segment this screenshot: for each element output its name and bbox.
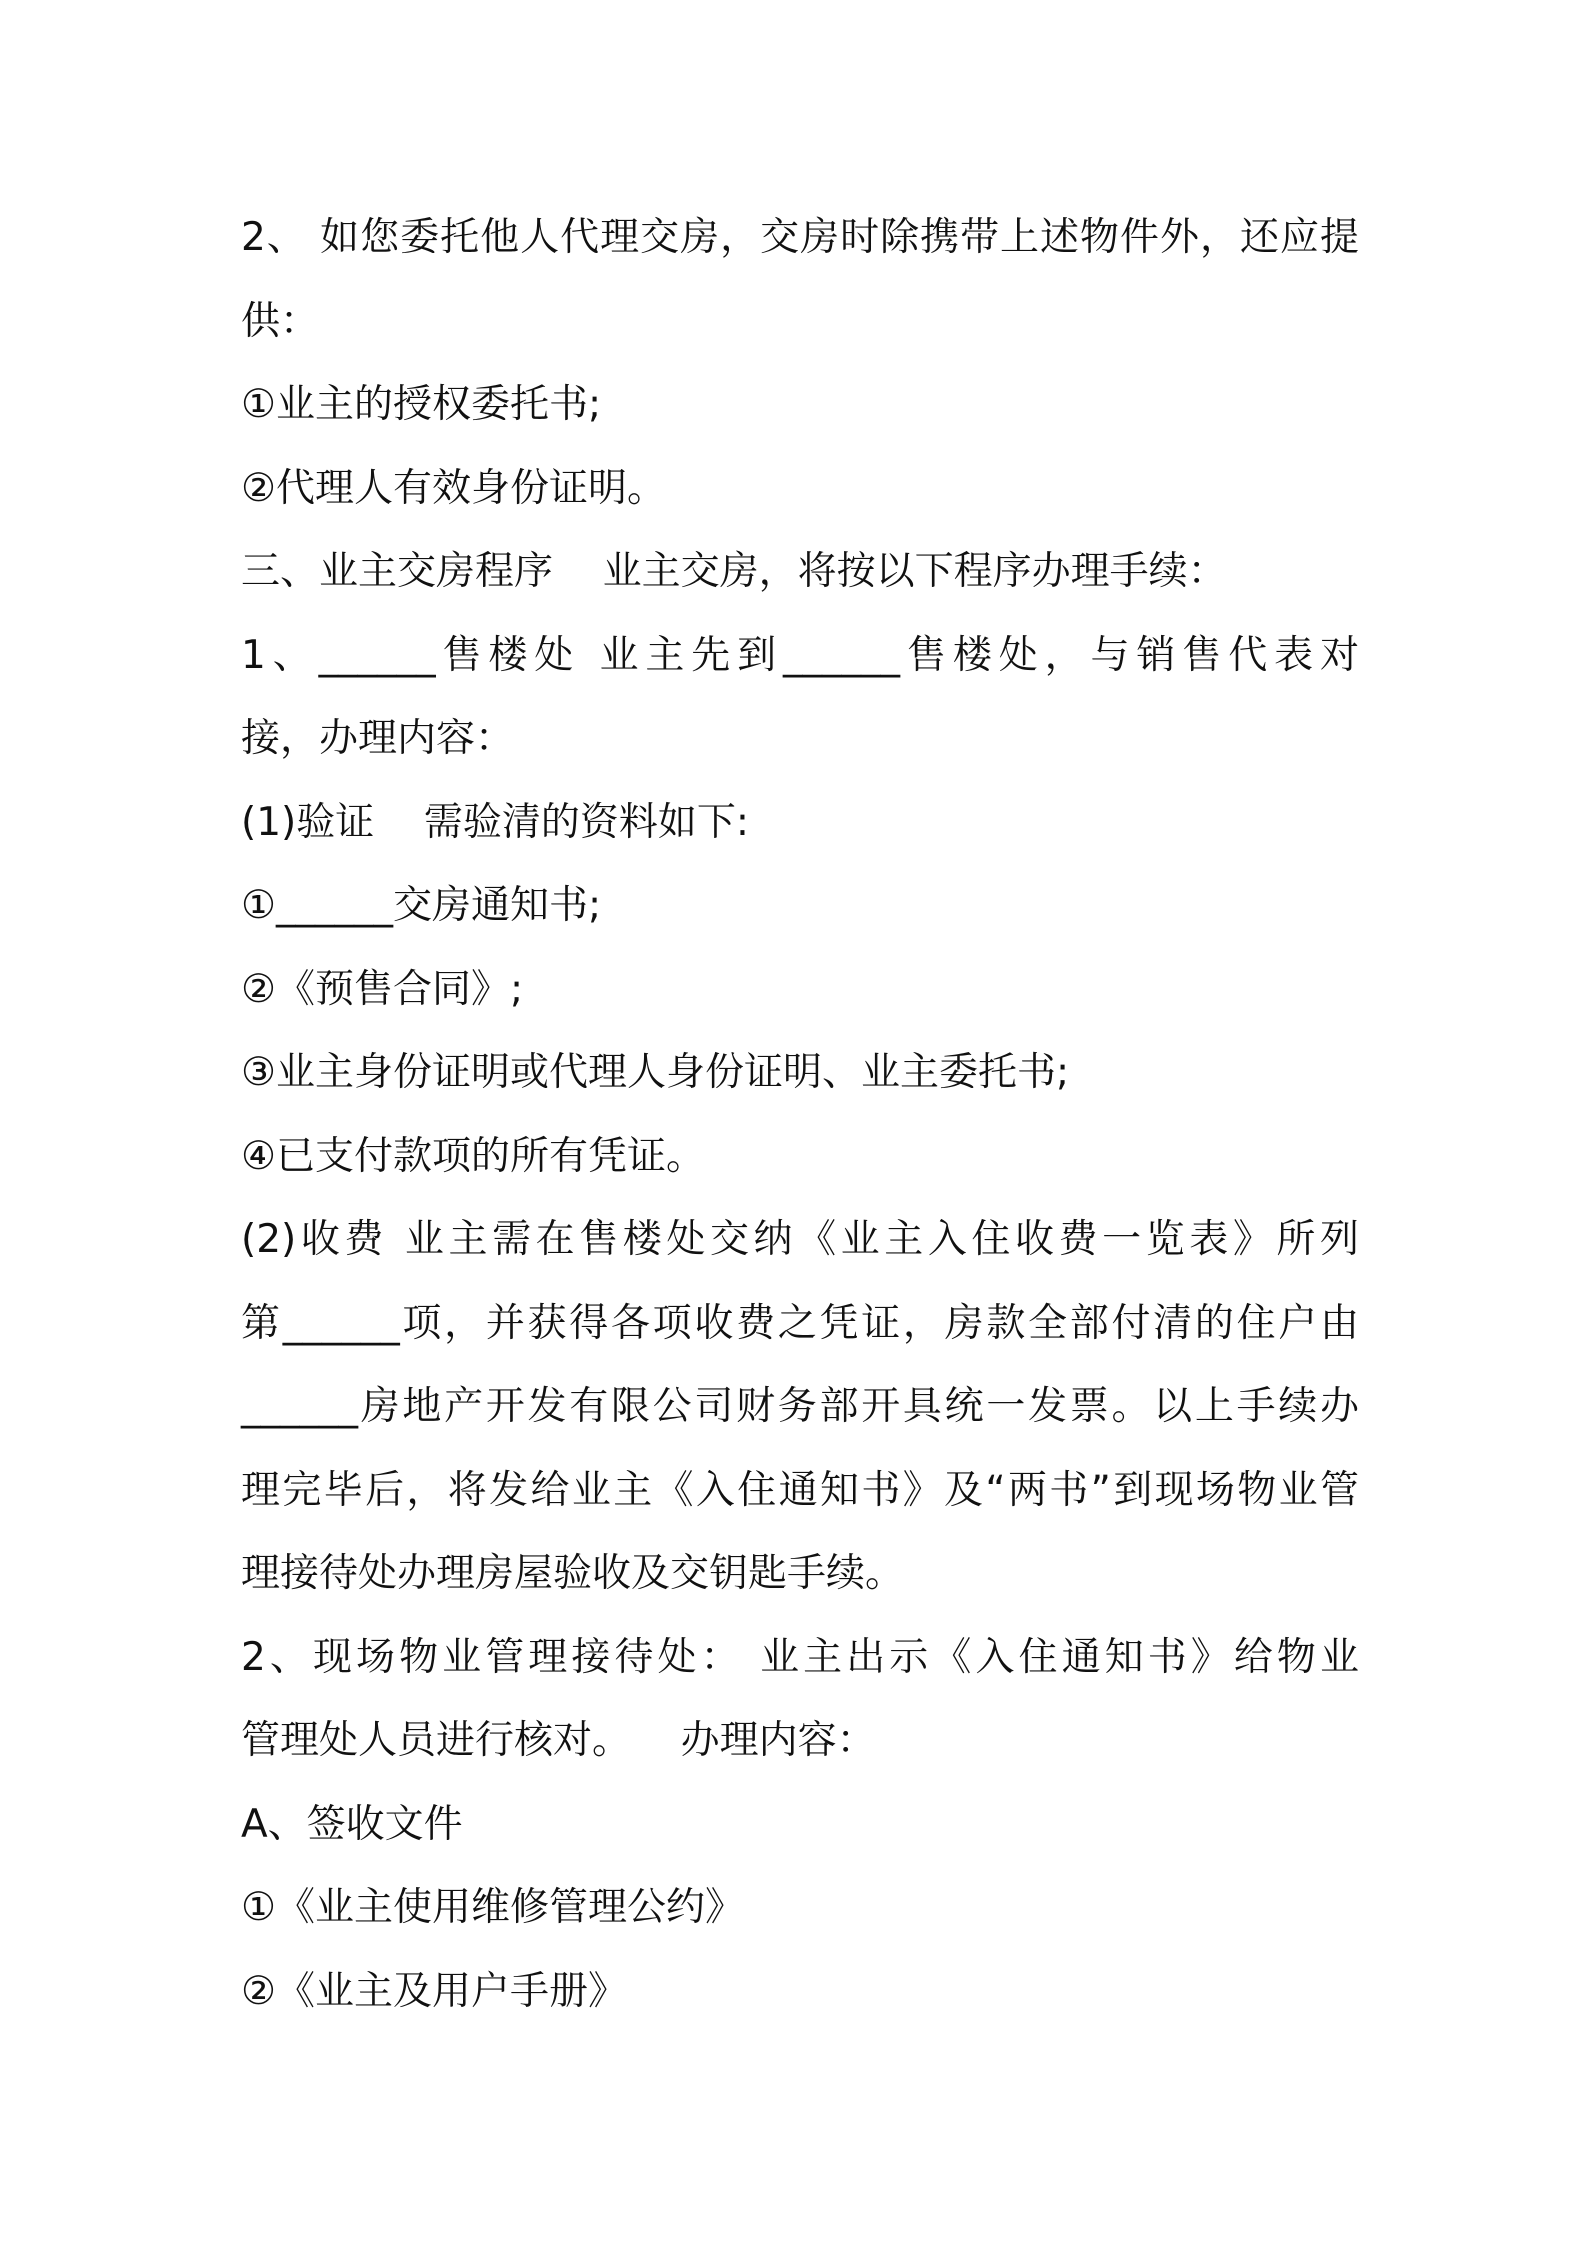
text-line-6: 1、______售楼处 业主先到______售楼处，与销售代表对 (241, 632, 1359, 678)
text-line-8: (1)验证 需验清的资料如下: (241, 799, 749, 845)
text-line-3: ①业主的授权委托书; (241, 382, 602, 427)
text-line-1: 2、 如您委托他人代理交房，交房时除携带上述物件外，还应提 (241, 215, 1359, 260)
text-line-13: (2)收费 业主需在售楼处交纳《业主入住收费一览表》所列 (241, 1217, 1359, 1262)
text-line-18: 2、现场物业管理接待处： 业主出示《入住通知书》给物业 (241, 1634, 1359, 1680)
text-line-4: ②代理人有效身份证明。 (241, 465, 666, 511)
text-line-19: 管理处人员进行核对。 办理内容： (241, 1718, 876, 1763)
document-body (241, 196, 1359, 2033)
text-line-10: ②《预售合同》; (241, 966, 524, 1012)
text-line-17: 理接待处办理房屋验收及交钥匙手续。 (241, 1551, 905, 1596)
text-line-9: ①______交房通知书; (241, 883, 602, 928)
text-line-7: 接，办理内容： (241, 716, 515, 761)
text-line-22: ②《业主及用户手册》 (241, 1968, 627, 2014)
text-line-21: ①《业主使用维修管理公约》 (241, 1885, 744, 1930)
text-line-20: A、签收文件 (241, 1801, 463, 1847)
text-line-2: 供： (241, 298, 320, 344)
text-line-11: ③业主身份证明或代理人身份证明、业主委托书; (241, 1050, 1070, 1095)
text-line-14: 第______项，并获得各项收费之凭证，房款全部付清的住户由 (241, 1300, 1359, 1346)
text-line-16: 理完毕后，将发给业主《入住通知书》及“两书”到现场物业管 (241, 1467, 1359, 1513)
text-line-12: ④已支付款项的所有凭证。 (241, 1133, 705, 1179)
text-line-5: 三、业主交房程序 业主交房，将按以下程序办理手续： (241, 549, 1227, 594)
text-line-15: ______房地产开发有限公司财务部开具统一发票。以上手续办 (241, 1384, 1359, 1429)
